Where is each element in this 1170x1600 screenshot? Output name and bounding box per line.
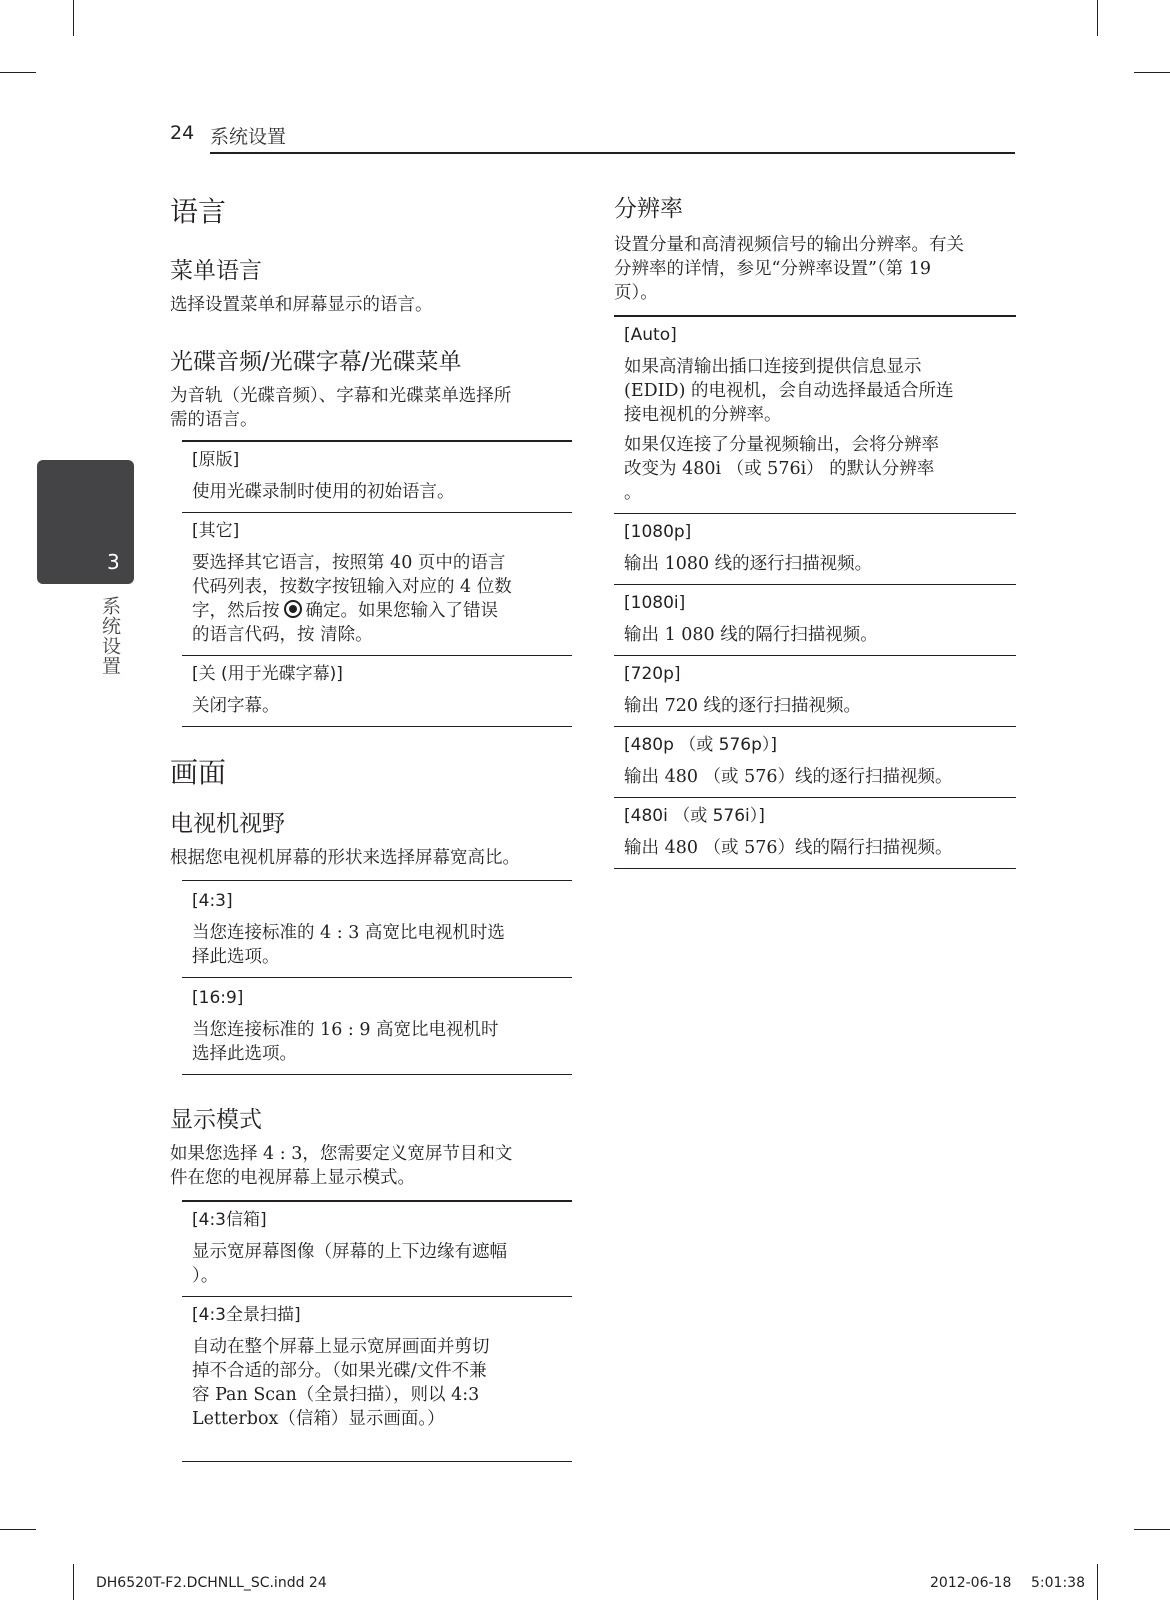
ok-label: 确定 [305, 600, 341, 621]
tv-aspect-heading: 电视机视野 [170, 810, 285, 837]
option-term: [4:3] [192, 891, 233, 911]
disc-language-desc: 为音轨（光碟音频）、字幕和光碟菜单选择所 需的语言。 [170, 386, 512, 430]
option-480i [614, 798, 1016, 869]
option-letterbox [182, 1202, 572, 1297]
display-mode-heading: 显示模式 [170, 1107, 262, 1133]
resolution-desc: 设置分量和高清视频信号的输出分辨率。有关 分辨率的详情，参见“分辨率设置”（第 19 页）。 [614, 235, 964, 303]
chapter-label: 系统设置 [99, 596, 121, 676]
option-panscan [182, 1297, 572, 1462]
footer-date: 2012-06-18 [930, 1575, 1012, 1591]
section-heading-picture: 画面 [170, 755, 227, 789]
option-term: [480i （或 576i）] [624, 805, 765, 826]
crop-mark [0, 1529, 36, 1530]
crop-mark [0, 72, 36, 73]
section-heading-language: 语言 [170, 195, 227, 228]
chapter-tab [37, 460, 134, 584]
option-720p [614, 656, 1016, 727]
option-desc: 当您连接标准的 4 : 3 高宽比电视机时选 择此选项。 [192, 923, 505, 967]
crop-mark [1134, 1529, 1170, 1530]
crop-mark [1097, 1564, 1098, 1600]
option-other [182, 513, 572, 656]
option-desc: 输出 1080 线的逐行扫描视频。 [624, 553, 873, 574]
option-auto [614, 317, 1016, 514]
crop-mark [1134, 72, 1170, 73]
option-desc: 输出 1 080 线的隔行扫描视频。 [624, 624, 878, 645]
option-16-9 [182, 978, 572, 1075]
option-desc: 如果高清输出插口连接到提供信息显示 (EDID) 的电视机，会自动选择最适合所连 接电视机的分辨率。 [624, 356, 954, 425]
resolution-heading: 分辨率 [614, 196, 683, 222]
display-mode-desc: 如果您选择 4 : 3，您需要定义宽屏节目和文 件在您的电视屏幕上显示模式。 [170, 1144, 513, 1188]
option-term: [关 (用于光碟字幕)] [192, 663, 343, 684]
chapter-number: 3 [107, 550, 120, 574]
enter-button-icon [284, 600, 302, 618]
option-desc: 关闭字幕。 [192, 695, 280, 716]
option-desc: 输出 480 （或 576）线的隔行扫描视频。 [624, 837, 953, 858]
option-term: [480p （或 576p）] [624, 734, 778, 755]
option-term: [Auto] [624, 324, 677, 345]
header-rule [210, 152, 1015, 154]
option-term: [4:3全景扫描] [192, 1304, 301, 1325]
option-desc: 使用光碟录制时使用的初始语言。 [192, 481, 455, 502]
option-term: [原版] [192, 449, 240, 470]
option-desc: 当您连接标准的 16 : 9 高宽比电视机时 选择此选项。 [192, 1020, 499, 1064]
option-desc: 如果仅连接了分量视频输出，会将分辨率 改变为 480i （或 576i） 的默认分辨率 。 [624, 434, 939, 503]
crop-mark [1097, 0, 1098, 36]
option-480p [614, 727, 1016, 798]
option-desc: 要选择其它语言，按照第 40 页中的语言 代码列表，按数字按钮输入对应的 4 位数 字，然后按 确定。如果您输入了错误 的语言代码，按 清除。 [192, 552, 512, 645]
page-number: 24 [170, 122, 195, 144]
option-desc: 输出 480 （或 576）线的逐行扫描视频。 [624, 766, 953, 787]
option-desc: 自动在整个屏幕上显示宽屏画面并剪切 掉不合适的部分。（如果光碟/文件不兼 容 Pan Scan（全景扫描），则以 4:3 Letterbox（信箱）显示画面。） [192, 1336, 490, 1429]
menu-language-desc: 选择设置菜单和屏幕显示的语言。 [170, 295, 433, 315]
menu-language-heading: 菜单语言 [170, 258, 262, 284]
option-original [182, 442, 572, 513]
crop-mark [73, 1564, 74, 1600]
option-desc: 输出 720 线的逐行扫描视频。 [624, 695, 862, 716]
option-subtitle-off [182, 656, 572, 727]
footer-file: DH6520T-F2.DCHNLL_SC.indd 24 [96, 1575, 327, 1591]
option-desc: 显示宽屏幕图像（屏幕的上下边缘有遮幅 ）。 [192, 1241, 507, 1286]
option-term: [16:9] [192, 988, 244, 1008]
option-term: [720p] [624, 663, 681, 684]
tv-aspect-desc: 根据您电视机屏幕的形状来选择屏幕宽高比。 [170, 847, 520, 868]
page-header [170, 122, 1015, 152]
option-4-3 [182, 881, 572, 978]
option-term: [其它] [192, 520, 240, 541]
clear-label: 清除 [320, 624, 356, 645]
right-column [614, 190, 1016, 869]
option-term: [1080i] [624, 592, 686, 613]
option-1080i [614, 585, 1016, 656]
section-title: 系统设置 [210, 126, 287, 148]
option-1080p [614, 514, 1016, 585]
option-term: [1080p] [624, 521, 692, 542]
left-column [170, 190, 572, 1462]
footer-time: 5:01:38 [1031, 1575, 1085, 1591]
disc-language-heading: 光碟音频/光碟字幕/光碟菜单 [170, 349, 462, 375]
crop-mark [73, 0, 74, 36]
option-term: [4:3信箱] [192, 1209, 267, 1230]
